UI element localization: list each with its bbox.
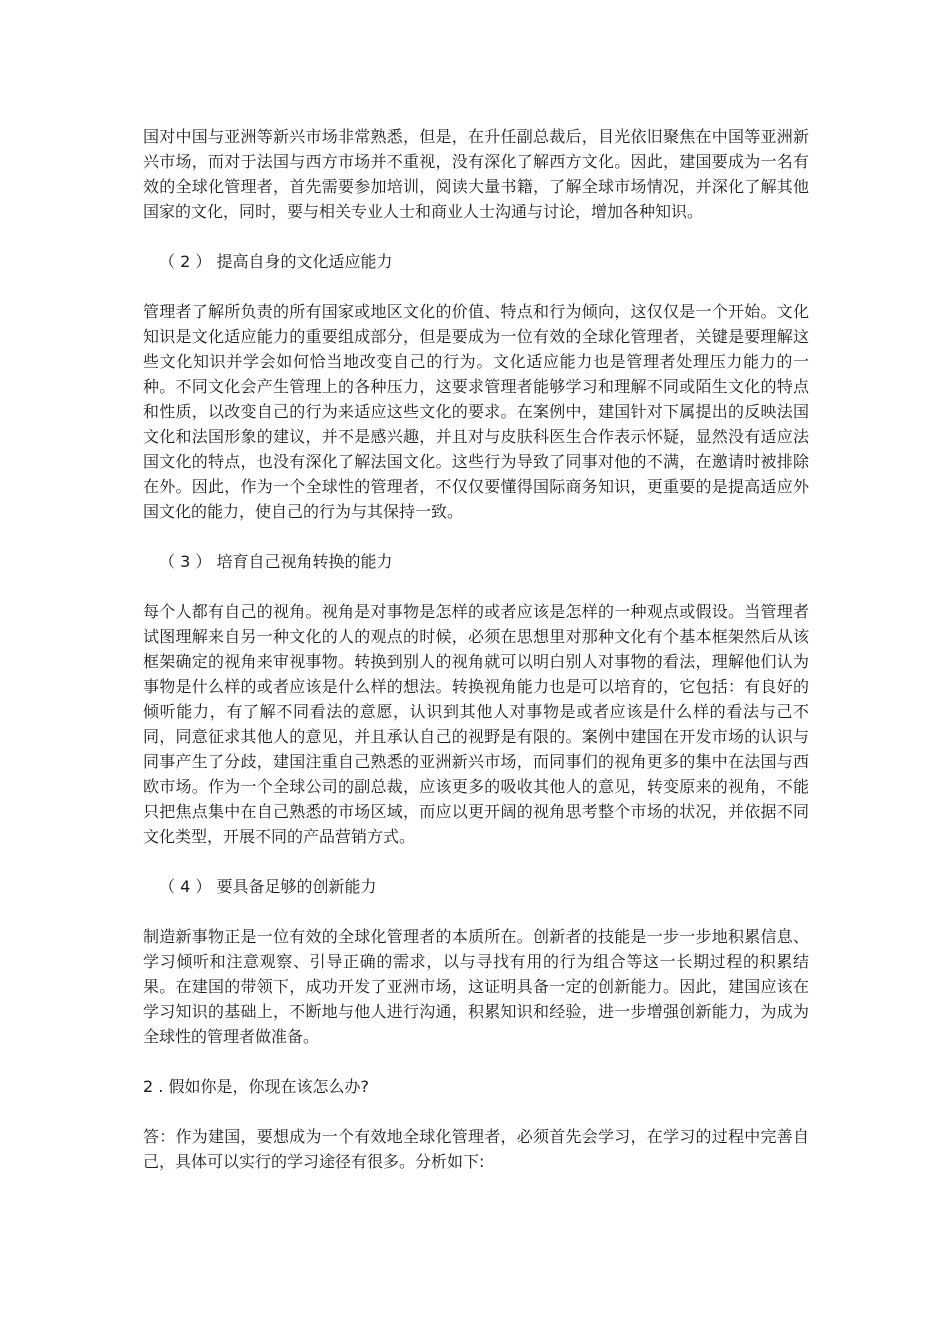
heading-cultural-adaptability: （ 2 ） 提高自身的文化适应能力 <box>159 252 393 271</box>
paragraph-perspective-shifting: 每个人都有自己的视角。视角是对事物是怎样的或者应该是怎样的一种观点或假设。当管理者试图理解来自另一种文化的人的观点的时候，必须在思想里对那种文化有个基本框架然后从该框架确定的视角来审视事物。转换到别人的视角就可以明白别人对事物的看法，理解他们认为事物是什么样的或者应该是什么样的想法。转换视角能力也是可以培育的，它包括：有良好的倾听能力，有了解不同看法的意愿，认识到其他人对事物是或者应该是什么样的看法与己不同，同意征求其他人的意见，并且承认自己的视野是有限的。案例中建国在开发市场的认识与同事产生了分歧，建国注重自己熟悉的亚洲新兴市场，而同事们的视角更多的集中在法国与西欧市场。作为一个全球公司的副总裁，应该更多的吸收其他人的意见，转变原来的视角，不能只把焦点集中在自己熟悉的市场区域，而应以更开阔的视角思考整个市场的状况，并依据不同文化类型，开展不同的产品营销方式。 <box>143 602 809 846</box>
question-two: 2 . 假如你是，你现在该怎么办? <box>143 1077 369 1096</box>
paragraph-knowledge-building: 国对中国与亚洲等新兴市场非常熟悉，但是，在升任副总裁后，目光依旧聚焦在中国等亚洲新兴市场，而对于法国与西方市场并不重视，没有深化了解西方文化。因此，建国要成为一名有效的全球化管理者，首先需要参加培训，阅读大量书籍，了解全球市场情况，并深化了解其他国家的文化，同时，要与相关专业人士和商业人士沟通与讨论，增加各种知识。 <box>143 127 809 221</box>
paragraph-innovation: 制造新事物正是一位有效的全球化管理者的本质所在。创新者的技能是一步一步地积累信息、学习倾听和注意观察、引导正确的需求，以与寻找有用的行为组合等这一长期过程的积累结果。在建国的带领下，成功开发了亚洲市场，这证明具备一定的创新能力。因此，建国应该在学习知识的基础上，不断地与他人进行沟通，积累知识和经验，进一步增强创新能力，为成为全球性的管理者做准备。 <box>143 927 809 1046</box>
paragraph-cultural-adaptability: 管理者了解所负责的所有国家或地区文化的价值、特点和行为倾向，这仅仅是一个开始。文化知识是文化适应能力的重要组成部分，但是要成为一位有效的全球化管理者，关键是要理解这些文化知识并学会如何恰当地改变自己的行为。文化适应能力也是管理者处理压力能力的一种。不同文化会产生管理上的各种压力，这要求管理者能够学习和理解不同或陌生文化的特点和性质，以改变自己的行为来适应这些文化的要求。在案例中，建国针对下属提出的反映法国文化和法国形象的建议，并不是感兴趣，并且对与皮肤科医生合作表示怀疑，显然没有适应法国文化的特点，也没有深化了解法国文化。这些行为导致了同事对他的不满，在邀请时被排除在外。因此，作为一个全球性的管理者，不仅仅要懂得国际商务知识，更重要的是提高适应外国文化的能力，使自己的行为与其保持一致。 <box>143 302 809 521</box>
paragraph-answer: 答：作为建国，要想成为一个有效地全球化管理者，必须首先会学习，在学习的过程中完善自己，具体可以实行的学习途径有很多。分析如下: <box>143 1127 809 1171</box>
heading-innovation: （ 4 ） 要具备足够的创新能力 <box>159 877 377 896</box>
heading-perspective-shifting: （ 3 ） 培育自己视角转换的能力 <box>159 552 393 571</box>
document-page <box>143 124 809 1174</box>
